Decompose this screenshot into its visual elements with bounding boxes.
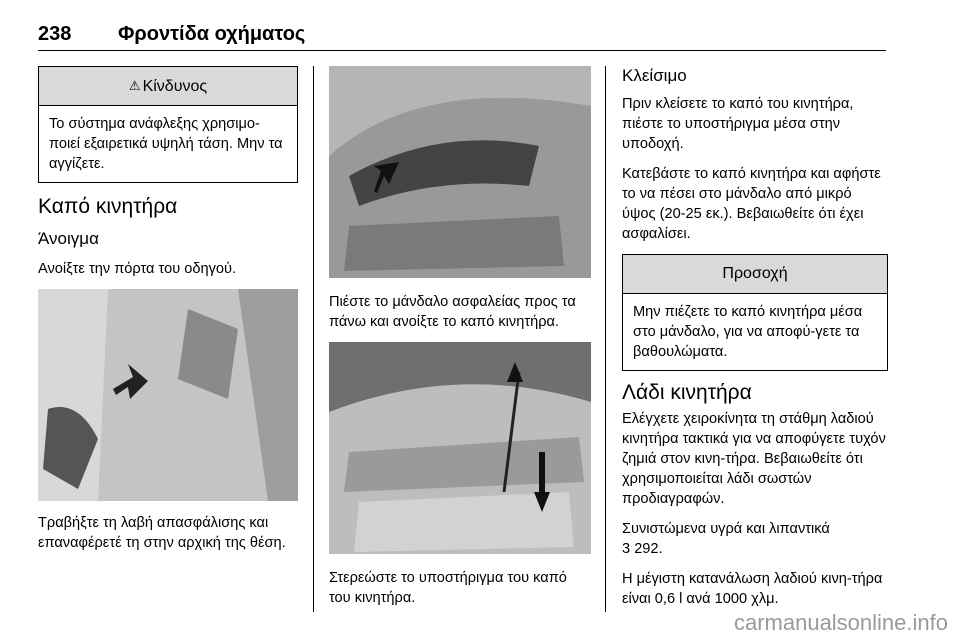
danger-box-title: Κίνδυνος <box>142 78 208 95</box>
page-title: Φροντίδα οχήματος <box>118 23 306 45</box>
vehicle-front-figure <box>329 66 591 278</box>
column-left <box>38 66 298 563</box>
oil-text-2: Συνιστώμενα υγρά και λιπαντικά <box>622 521 830 537</box>
hood-prop-rod-figure <box>329 342 591 554</box>
column-divider <box>313 66 314 612</box>
danger-box-text: Το σύστημα ανάφλεξης χρησιμο-ποιεί εξαιρετικά υψηλή τάση. Μην τα αγγίζετε. <box>49 116 283 172</box>
warning-triangle-icon: ⚠ <box>128 78 141 93</box>
page-number: 238 <box>38 23 72 45</box>
closing-text-1: Πριν κλείσετε το καπό του κινητήρα, πιέστε το υποστήριγμα μέσα στην υποδοχή. <box>622 96 854 152</box>
opening-heading: Άνοιγμα <box>38 229 99 248</box>
caution-box-text: Μην πιέζετε το καπό κινητήρα μέσα στο μάνδαλο, για να αποφύ-γετε τα βαθουλώματα. <box>633 304 863 360</box>
oil-text-3: Η μέγιστη κατανάλωση λαδιού κινη-τήρα είναι 0,6 l ανά 1000 χλμ. <box>622 571 883 607</box>
caution-box <box>622 254 888 371</box>
watermark: carmanualsonline.info <box>733 610 948 635</box>
caution-box-title: Προσοχή <box>623 255 887 294</box>
hood-release-lever-figure <box>38 289 298 501</box>
closing-heading: Κλείσιμο <box>622 66 687 85</box>
hood-heading: Καπό κινητήρα <box>38 195 178 218</box>
oil-heading: Λάδι κινητήρα <box>622 381 752 404</box>
closing-text-2: Κατεβάστε το καπό κινητήρα και αφήστε το να πέσει στο μάνδαλο από μικρό ύψος (20-25 εκ.). Βεβαιωθείτε ότι έχει ασφαλίσει. <box>622 166 881 242</box>
push-catch-text: Πιέστε το μάνδαλο ασφαλείας προς τα πάνω και ανοίξτε το καπό κινητήρα. <box>329 294 576 330</box>
danger-box <box>38 66 298 183</box>
column-middle <box>329 66 591 618</box>
danger-box-header <box>39 67 297 106</box>
reference-page[interactable]: 292. <box>634 541 663 557</box>
reference-arrow-icon: 3 <box>622 541 631 557</box>
oil-page-reference <box>622 539 888 559</box>
column-right <box>622 66 888 619</box>
oil-text-1: Ελέγχετε χειροκίνητα τη στάθμη λαδιού κινητήρα τακτικά για να αποφύγετε τυχόν ζημιά στον κινη-τήρα. Βεβαιωθείτε ότι χρησιμοποιείται λάδι σωστών προδιαγραφών. <box>622 411 886 507</box>
open-door-text: Ανοίξτε την πόρτα του οδηγού. <box>38 261 237 277</box>
secure-prop-text: Στερεώστε το υποστήριγμα του καπό του κινητήρα. <box>329 570 567 606</box>
page-header <box>38 18 886 51</box>
column-divider <box>605 66 606 612</box>
pull-lever-text: Τραβήξτε τη λαβή απασφάλισης και επαναφέρετέ τη στην αρχική της θέση. <box>38 515 286 551</box>
